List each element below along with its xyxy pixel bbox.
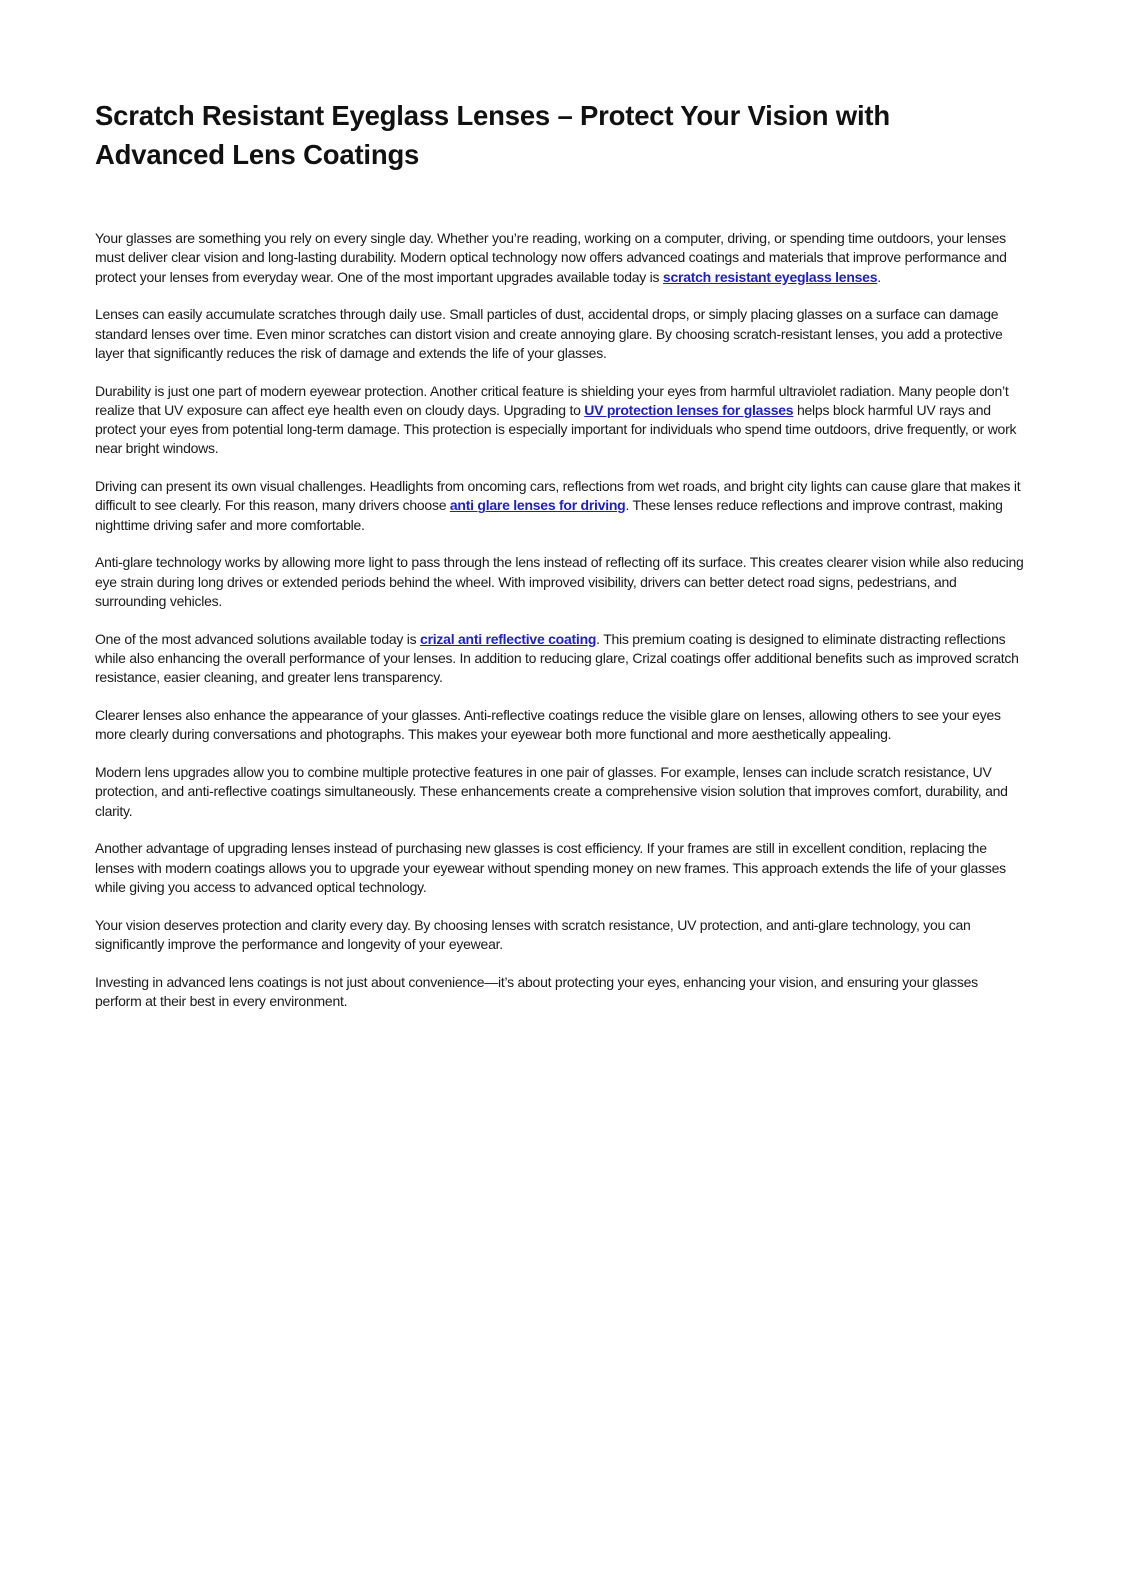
paragraph-appearance: Clearer lenses also enhance the appearance of your glasses. Anti-reflective coatings reduce the visible glare on lenses, allowing others to see your eyes more clearly during conversations and photographs. This makes your eyewear both more functional and more aesthetically appealing.	[95, 706, 1001, 743]
paragraph-driving	[95, 477, 1025, 535]
paragraph-vision-protection: Your vision deserves protection and clarity every day. By choosing lenses with scratch resistance, UV protection, and anti-glare technology, you can significantly improve the performance and longevity of your eyewear.	[95, 916, 971, 952]
page-title: Scratch Resistant Eyeglass Lenses – Protect Your Vision with Advanced Lens Coatings	[95, 100, 890, 170]
paragraph-text: . These lenses reduce reflections and improve contrast, making nighttime driving safer and more comfortable.	[95, 497, 1003, 533]
paragraph-text: Durability is just one part of modern eyewear protection. Another critical feature is shielding your eyes from harmful ultraviolet radiation. Many people don’t realize that UV exposure can affect eye health even on cloudy days. Upgrading to	[95, 382, 1009, 418]
link-uv-protection-lenses[interactable]: UV protection lenses for glasses	[584, 401, 794, 418]
paragraph-combined-features: Modern lens upgrades allow you to combine multiple protective features in one pair of glasses. For example, lenses can include scratch resistance, UV protection, and anti-reflective coatings simultaneously. These enhancements create a comprehensive vision solution that improves comfort, durability, and clarity.	[95, 763, 1008, 819]
paragraph-text: . This premium coating is designed to eliminate distracting reflections while also enhancing the overall performance of your lenses. In addition to reducing glare, Crizal coatings offer additional benefits such as improved scratch resistance, easier cleaning, and greater lens transparency.	[95, 630, 1019, 686]
paragraph-uv	[95, 382, 1025, 459]
link-scratch-resistant-lenses[interactable]: scratch resistant eyeglass lenses	[662, 268, 878, 285]
paragraph-crizal	[95, 630, 1025, 688]
paragraph-cost-efficiency: Another advantage of upgrading lenses instead of purchasing new glasses is cost efficiency. If your frames are still in excellent condition, replacing the lenses with modern coatings allows you to upgrade your eyewear without spending money on new frames. This approach extends the life of your glasses while giving you access to advanced optical technology.	[95, 840, 1006, 895]
paragraph-anti-glare-tech: Anti-glare technology works by allowing more light to pass through the lens instead of reflecting off its surface. This creates clearer vision while also reducing eye strain during long drives or extended periods behind the wheel. With improved visibility, drivers can better detect road signs, pedestrians, and surrounding vehicles.	[95, 554, 1024, 610]
paragraph-text: .	[877, 268, 881, 285]
link-anti-glare-lenses[interactable]: anti glare lenses for driving	[449, 497, 626, 514]
paragraph-scratches: Lenses can easily accumulate scratches through daily use. Small particles of dust, accidental drops, or simply placing glasses on a surface can damage standard lenses over time. Even minor scratches can distort vision and create annoying glare. By choosing scratch-resistant lenses, you add a protective layer that significantly reduces the risk of damage and extends the life of your glasses.	[95, 306, 1003, 361]
link-crizal-coating[interactable]: crizal anti reflective coating	[420, 630, 597, 647]
paragraph-text: Your glasses are something you rely on every single day. Whether you’re reading, working on a computer, driving, or spending time outdoors, your lenses must deliver clear vision and long-lasting durability. Modern optical technology now offers advanced coatings and materials that improve performance and protect your lenses from everyday wear. One of the most important upgrades available today is	[95, 230, 1007, 285]
article-body	[95, 229, 1025, 1030]
paragraph-text: One of the most advanced solutions available today is	[95, 630, 421, 647]
paragraph-text: Driving can present its own visual challenges. Headlights from oncoming cars, reflections from wet roads, and bright city lights can cause glare that makes it difficult to see clearly. For this reason, many drivers choose	[95, 478, 1021, 514]
paragraph-intro	[95, 229, 1025, 287]
paragraph-conclusion: Investing in advanced lens coatings is not just about convenience—it’s about protecting your eyes, enhancing your vision, and ensuring your glasses perform at their best in every environment.	[95, 973, 978, 1009]
paragraph-text: helps block harmful UV rays and protect your eyes from potential long-term damage. This protection is especially important for individuals who spend time outdoors, drive frequently, or work near bright windows.	[95, 401, 1017, 457]
